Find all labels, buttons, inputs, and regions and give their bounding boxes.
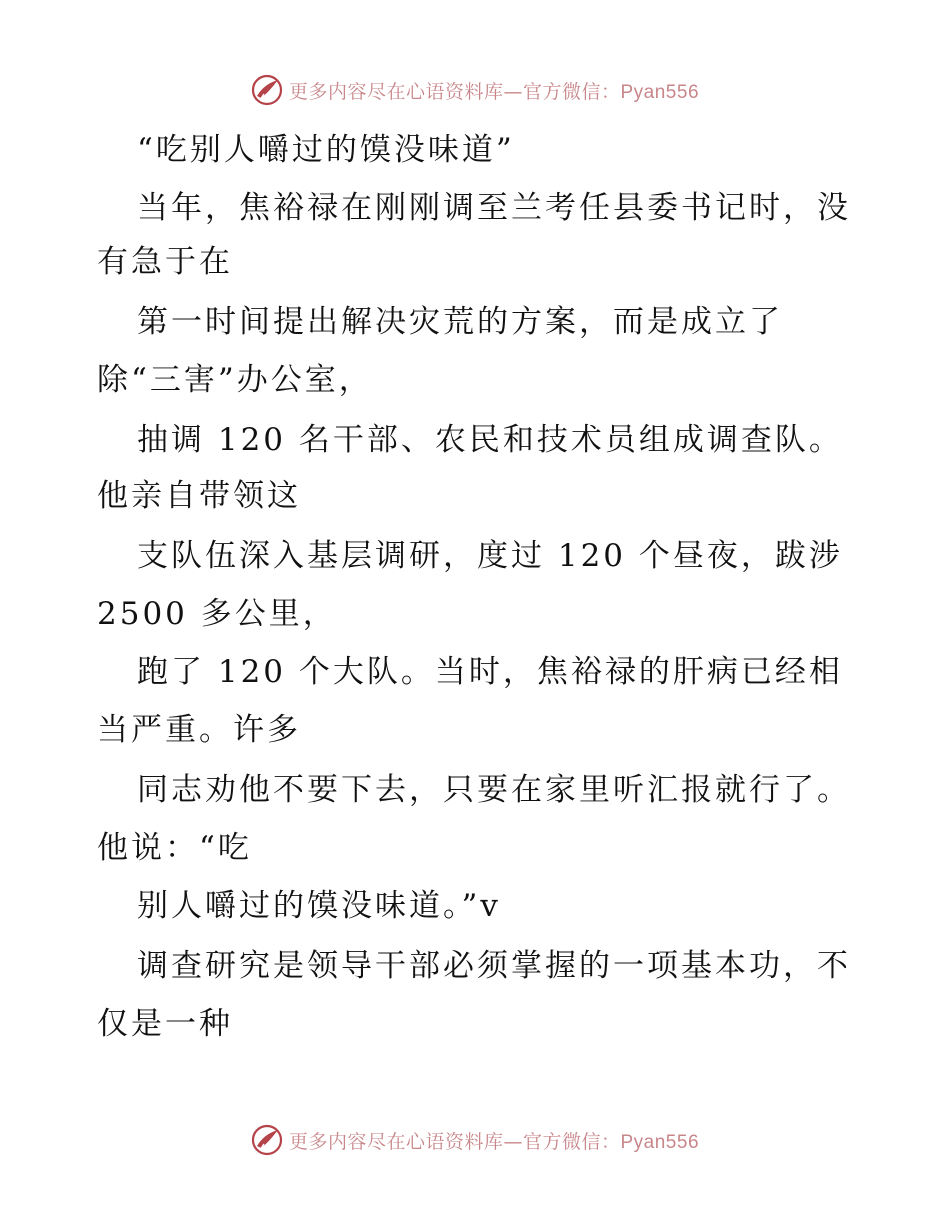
body-line: 有急于在 [97, 244, 233, 280]
body-line: 同志劝他不要下去，只要在家里听汇报就行了。 [137, 772, 851, 808]
body-line-title: “吃别人嚼过的馍没味道” [137, 132, 515, 168]
body-line: 他说：“吃 [97, 830, 252, 866]
body-line: 跑了 120 个大队。当时，焦裕禄的肝病已经相 [137, 654, 843, 690]
pen-nib-logo-icon [251, 1124, 283, 1156]
body-line: 2500 多公里， [97, 596, 337, 632]
footer-banner-cn: 更多内容尽在心语资料库—官方微信： [288, 1130, 621, 1153]
footer-banner [0, 1120, 950, 1160]
body-line: 别人嚼过的馍没味道。”v [137, 888, 501, 924]
body-line: 除“三害”办公室， [97, 362, 373, 398]
footer-banner-wechat-id: Pyan556 [620, 1131, 700, 1153]
body-line: 当严重。许多 [97, 712, 301, 748]
header-banner-text [289, 77, 699, 104]
footer-banner-text [289, 1127, 699, 1154]
body-line: 当年，焦裕禄在刚刚调至兰考任县委书记时，没 [137, 190, 851, 226]
header-banner [0, 70, 950, 110]
body-line: 仅是一种 [97, 1006, 233, 1042]
body-line: 抽调 120 名干部、农民和技术员组成调查队。 [137, 422, 843, 458]
body-line: 支队伍深入基层调研，度过 120 个昼夜，跋涉 [137, 538, 843, 574]
body-line: 他亲自带领这 [97, 478, 301, 514]
header-banner-content [251, 74, 699, 106]
header-banner-wechat-id: Pyan556 [620, 81, 700, 103]
pen-nib-logo-icon [251, 74, 283, 106]
body-line: 第一时间提出解决灾荒的方案，而是成立了 [137, 304, 783, 340]
footer-banner-content [251, 1124, 699, 1156]
header-banner-cn: 更多内容尽在心语资料库—官方微信： [288, 80, 621, 103]
body-line: 调查研究是领导干部必须掌握的一项基本功，不 [137, 948, 851, 984]
